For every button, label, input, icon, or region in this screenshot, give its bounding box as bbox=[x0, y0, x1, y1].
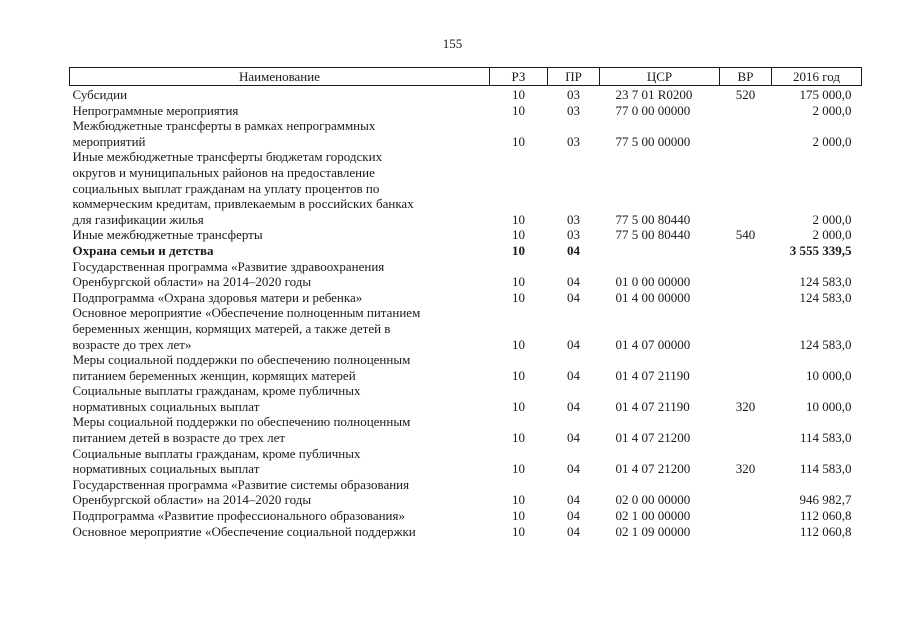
header-name: Наименование bbox=[70, 68, 490, 86]
row-name-line: округов и муниципальных районов на предоставление bbox=[72, 164, 375, 180]
row-pr: 04 bbox=[567, 398, 580, 414]
row-csr: 02 1 09 00000 bbox=[615, 523, 691, 539]
row-rz: 10 bbox=[512, 398, 525, 414]
row-name bbox=[70, 446, 490, 477]
page-number: 155 bbox=[442, 36, 463, 51]
table-row bbox=[70, 305, 862, 352]
row-name-line: беременных женщин, кормящих матерей, а также детей в bbox=[72, 320, 391, 336]
header-pr: ПР bbox=[548, 68, 600, 86]
row-pr: 04 bbox=[567, 336, 580, 352]
row-pr: 03 bbox=[567, 102, 580, 118]
row-name-line: Государственная программа «Развитие здравоохранения bbox=[72, 258, 385, 274]
row-amount: 2 000,0 bbox=[812, 133, 852, 149]
table-row bbox=[70, 227, 862, 243]
row-name-line: Межбюджетные трансферты в рамках непрограммных bbox=[72, 118, 376, 134]
row-pr: 03 bbox=[567, 227, 580, 243]
row-name bbox=[70, 227, 490, 243]
table-row bbox=[70, 352, 862, 383]
budget-table bbox=[69, 67, 862, 539]
row-name-line: Оренбургской области» на 2014–2020 годы bbox=[72, 274, 312, 290]
row-vr bbox=[720, 103, 772, 119]
row-name bbox=[70, 383, 490, 414]
row-rz: 10 bbox=[512, 227, 525, 243]
row-vr: 320 bbox=[735, 398, 756, 414]
row-name bbox=[70, 290, 490, 306]
table-row bbox=[70, 118, 862, 149]
row-name-line: Государственная программа «Развитие системы образования bbox=[72, 476, 410, 492]
row-csr: 01 4 07 00000 bbox=[615, 336, 691, 352]
header-csr: ЦСР bbox=[600, 68, 720, 86]
row-csr: 01 0 00 00000 bbox=[615, 274, 691, 290]
row-name-line: нормативных социальных выплат bbox=[72, 461, 260, 477]
table-row bbox=[70, 149, 862, 227]
row-name bbox=[70, 118, 490, 149]
row-name-line: нормативных социальных выплат bbox=[72, 398, 260, 414]
row-amount: 124 583,0 bbox=[799, 336, 852, 352]
table-row bbox=[70, 383, 862, 414]
row-rz: 10 bbox=[512, 367, 525, 383]
table-row bbox=[70, 243, 862, 259]
row-csr: 01 4 07 21190 bbox=[615, 398, 690, 414]
row-csr: 23 7 01 R0200 bbox=[615, 87, 693, 102]
row-name-line: мероприятий bbox=[72, 133, 146, 149]
row-name bbox=[70, 149, 490, 227]
row-vr bbox=[720, 305, 772, 352]
row-csr: 77 5 00 80440 bbox=[615, 227, 691, 243]
row-csr: 01 4 00 00000 bbox=[615, 289, 691, 305]
row-pr: 04 bbox=[567, 274, 580, 290]
row-vr bbox=[720, 118, 772, 149]
row-name-line: Субсидии bbox=[72, 87, 128, 102]
table-row bbox=[70, 446, 862, 477]
row-pr: 03 bbox=[567, 211, 580, 227]
row-csr: 77 5 00 00000 bbox=[615, 133, 691, 149]
header-rz: РЗ bbox=[490, 68, 548, 86]
row-name-line: Основное мероприятие «Обеспечение полноценным питанием bbox=[72, 305, 421, 321]
row-name bbox=[70, 305, 490, 352]
row-name-line: Охрана семьи и детства bbox=[72, 242, 214, 258]
row-name bbox=[70, 352, 490, 383]
row-name bbox=[70, 103, 490, 119]
table-row bbox=[70, 508, 862, 524]
row-vr bbox=[720, 414, 772, 445]
row-vr bbox=[720, 508, 772, 524]
row-amount: 3 555 339,5 bbox=[789, 242, 852, 258]
row-amount: 10 000,0 bbox=[806, 398, 852, 414]
row-name bbox=[70, 243, 490, 259]
row-amount: 114 583,0 bbox=[799, 430, 852, 446]
row-pr: 03 bbox=[567, 133, 580, 149]
table-row bbox=[70, 477, 862, 508]
row-name-line: Основное мероприятие «Обеспечение социальной поддержки bbox=[72, 523, 416, 539]
row-csr: 01 4 07 21200 bbox=[615, 461, 691, 477]
row-vr bbox=[720, 290, 772, 306]
table-row bbox=[70, 86, 862, 103]
row-name bbox=[70, 86, 490, 103]
row-vr bbox=[720, 259, 772, 290]
row-vr: 540 bbox=[735, 227, 756, 243]
row-name-line: Иные межбюджетные трансферты бюджетам городских bbox=[72, 149, 383, 165]
row-amount: 175 000,0 bbox=[799, 87, 852, 102]
table-header-row bbox=[70, 68, 862, 86]
header-vr: ВР bbox=[720, 68, 772, 86]
row-name-line: социальных выплат гражданам на уплату процентов по bbox=[72, 180, 380, 196]
row-amount: 124 583,0 bbox=[799, 274, 852, 290]
table-row bbox=[70, 259, 862, 290]
row-name bbox=[70, 259, 490, 290]
row-rz: 10 bbox=[512, 461, 525, 477]
row-csr bbox=[600, 243, 720, 259]
row-name-line: питанием детей в возрасте до трех лет bbox=[72, 430, 286, 446]
row-csr: 77 5 00 80440 bbox=[615, 211, 691, 227]
row-amount: 124 583,0 bbox=[799, 289, 852, 305]
row-amount: 2 000,0 bbox=[812, 102, 852, 118]
row-amount: 114 583,0 bbox=[799, 461, 852, 477]
table-row bbox=[70, 414, 862, 445]
row-name-line: Иные межбюджетные трансферты bbox=[72, 227, 263, 243]
row-vr bbox=[720, 243, 772, 259]
row-csr: 02 0 00 00000 bbox=[615, 492, 691, 508]
row-rz: 10 bbox=[512, 211, 525, 227]
row-vr bbox=[720, 352, 772, 383]
row-pr: 04 bbox=[567, 461, 580, 477]
row-pr: 04 bbox=[567, 367, 580, 383]
row-name-line: Меры социальной поддержки по обеспечению полноценным bbox=[72, 352, 411, 368]
row-rz: 10 bbox=[512, 289, 525, 305]
row-pr: 04 bbox=[567, 430, 580, 446]
row-amount: 10 000,0 bbox=[806, 367, 852, 383]
row-amount: 946 982,7 bbox=[799, 492, 852, 508]
row-csr: 01 4 07 21190 bbox=[615, 367, 690, 383]
row-rz: 10 bbox=[512, 102, 525, 118]
row-pr: 04 bbox=[567, 523, 580, 539]
row-pr: 04 bbox=[567, 242, 580, 258]
row-name bbox=[70, 524, 490, 540]
row-name bbox=[70, 477, 490, 508]
row-amount: 2 000,0 bbox=[812, 227, 852, 243]
row-amount: 2 000,0 bbox=[812, 211, 852, 227]
row-name-line: возрасте до трех лет» bbox=[72, 336, 192, 352]
row-rz: 10 bbox=[512, 133, 525, 149]
row-vr: 320 bbox=[735, 461, 756, 477]
row-rz: 10 bbox=[512, 430, 525, 446]
row-name bbox=[70, 508, 490, 524]
row-rz: 10 bbox=[512, 508, 525, 524]
row-name-line: Оренбургской области» на 2014–2020 годы bbox=[72, 492, 312, 508]
row-csr: 02 1 00 00000 bbox=[615, 508, 691, 524]
row-csr: 77 0 00 00000 bbox=[615, 102, 691, 118]
table-row bbox=[70, 524, 862, 540]
row-name-line: Социальные выплаты гражданам, кроме публичных bbox=[72, 383, 361, 399]
row-name-line: Подпрограмма «Охрана здоровья матери и ребенка» bbox=[72, 289, 363, 305]
row-rz: 10 bbox=[512, 492, 525, 508]
row-name-line: Меры социальной поддержки по обеспечению полноценным bbox=[72, 414, 411, 430]
row-rz: 10 bbox=[512, 242, 525, 258]
row-amount: 112 060,8 bbox=[799, 508, 852, 524]
row-rz: 10 bbox=[512, 336, 525, 352]
row-name-line: Непрограммные мероприятия bbox=[72, 102, 239, 118]
row-rz: 10 bbox=[512, 523, 525, 539]
row-name-line: Подпрограмма «Развитие профессионального образования» bbox=[72, 508, 405, 524]
table-body bbox=[70, 86, 862, 540]
row-rz: 10 bbox=[512, 87, 525, 102]
row-vr bbox=[720, 524, 772, 540]
row-name-line: коммерческим кредитам, привлекаемым в российских банках bbox=[72, 196, 414, 212]
row-name-line: питанием беременных женщин, кормящих матерей bbox=[72, 367, 356, 383]
row-csr: 01 4 07 21200 bbox=[615, 430, 691, 446]
table-row bbox=[70, 103, 862, 119]
row-rz: 10 bbox=[512, 274, 525, 290]
row-name bbox=[70, 414, 490, 445]
row-pr: 04 bbox=[567, 508, 580, 524]
table-row bbox=[70, 290, 862, 306]
row-vr bbox=[720, 477, 772, 508]
row-vr: 520 bbox=[735, 87, 756, 102]
row-pr: 04 bbox=[567, 289, 580, 305]
row-vr bbox=[720, 149, 772, 227]
header-year: 2016 год bbox=[772, 68, 862, 86]
row-name-line: для газификации жилья bbox=[72, 211, 204, 227]
row-pr: 03 bbox=[567, 87, 580, 102]
row-name-line: Социальные выплаты гражданам, кроме публичных bbox=[72, 445, 361, 461]
row-amount: 112 060,8 bbox=[799, 523, 852, 539]
row-pr: 04 bbox=[567, 492, 580, 508]
